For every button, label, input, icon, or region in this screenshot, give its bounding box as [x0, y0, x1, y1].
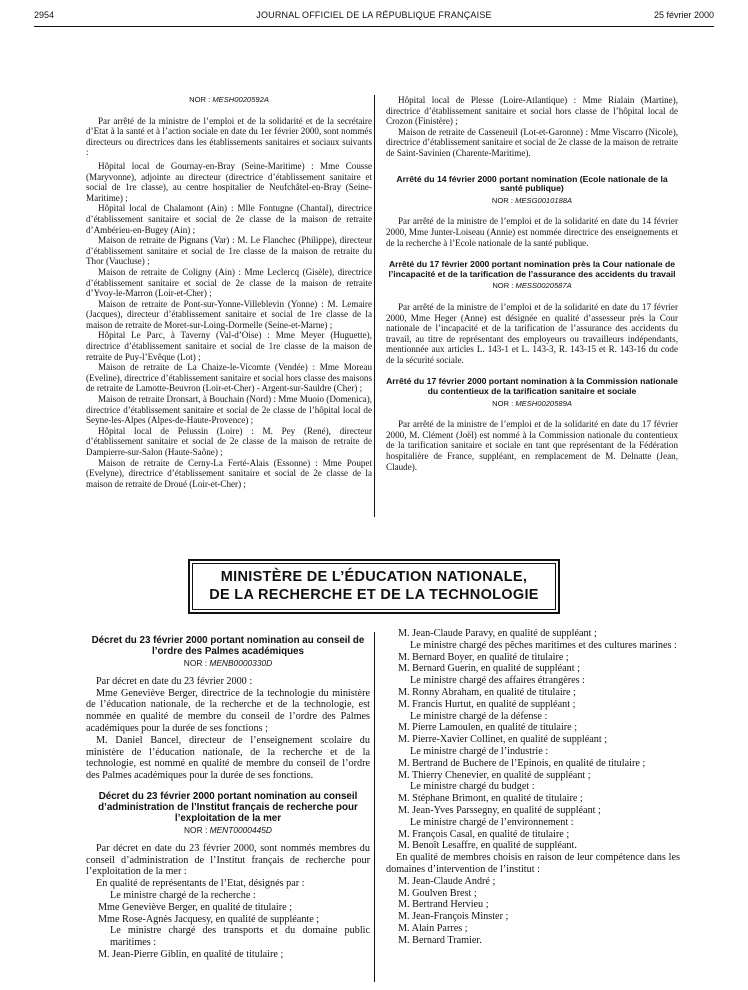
appointment-paragraph: Maison de retraite de Pignans (Var) : M. Le Flanchec (Philippe), directeur d’établissement sanitaire et social de 1re classe de la maison de retraite du Thor (Vaucluse) ;	[86, 235, 372, 267]
member-line: M. Bernard Boyer, en qualité de titulaire ;	[398, 651, 569, 663]
intro-paragraph: Par arrêté de la ministre de l’emploi et de la solidarité et de la secrétaire d’Etat à la santé et à l’action sociale en date du 1er février 2000, sont nommés directeurs ou directrices dans les établissements sanitaires et sociaux suivants :	[86, 115, 372, 158]
paragraph: Le ministre chargé de la recherche :	[110, 889, 256, 901]
member-line: M. Goulven Brest ;	[398, 887, 477, 899]
paragraph: En qualité de représentants de l’Etat, désignés par :	[96, 878, 305, 890]
issue-date: 25 février 2000	[653, 10, 714, 20]
minister-heading: Le ministre chargé du budget :	[410, 781, 535, 793]
member-line: M. Thierry Chenevier, en qualité de suppléant ;	[398, 769, 591, 781]
banner-line-2: DE LA RECHERCHE ET DE LA TECHNOLOGIE	[209, 587, 539, 603]
nor-line: NOR : MENB0000330D	[183, 658, 273, 668]
paragraph: Hôpital local de Plesse (Loire-Atlantique) : Mme Rialain (Martine), directrice d’établissement sanitaire et social hors classe de l’hôpital local de Crozon (Finistère) ;	[386, 95, 678, 127]
paragraph: Mme Geneviève Berger, directrice de la technologie du ministère de l’éducation nationale, de la recherche et de la technologie, est nommée en qualité de membre du conseil de l’ordre des Palmes académiques pour la durée de ses fonctions ;	[86, 687, 370, 734]
nor-line: NOR : MESG0010188A	[491, 195, 573, 205]
paragraph: M. Jean-Pierre Giblin, en qualité de titulaire ;	[98, 948, 284, 960]
paragraph: Par décret en date du 23 février 2000 :	[96, 675, 253, 687]
member-line: M. Benoît Lesaffre, en qualité de suppléant.	[398, 840, 577, 852]
appointment-paragraph: Hôpital Le Parc, à Taverny (Val-d’Oise) : Mme Meyer (Huguette), directrice d’établissement sanitaire et social de 1re classe de la maison de retraite de Puy-l’Evêque (Lot) ;	[86, 330, 372, 362]
ministry-banner	[188, 559, 560, 614]
column-top-left	[86, 93, 372, 489]
appointment-paragraph: Maison de retraite de La Chaize-le-Vicomte (Vendée) : Mme Moreau (Eveline), directrice d’établissement sanitaire et social hors classe des maisons de retraite de Lamotte-Beuvron (Loir-et-Cher) - Argent-sur-Sauldre (Cher) ;	[86, 362, 372, 394]
banner-line-1: MINISTÈRE DE L’ÉDUCATION NATIONALE,	[220, 569, 528, 585]
member-line: En qualité de membres choisis en raison de leur compétence dans les domaines d’intervention de l’institut :	[386, 852, 680, 875]
nor-line: NOR : MESH0020589A	[492, 398, 572, 408]
nor-line: NOR : MESS0020587A	[492, 281, 572, 291]
column-bottom-left	[86, 631, 370, 961]
column-divider-bottom	[374, 632, 375, 982]
member-line: M. Ronny Abraham, en qualité de titulaire ;	[398, 686, 576, 698]
member-line: M. Pierre-Xavier Collinet, en qualité de suppléant ;	[398, 734, 608, 746]
paragraph: Par arrêté de la ministre de l’emploi et de la solidarité en date du 14 février 2000, Mme Junter-Loiseau (Annie) est nommée directrice des enseignements et de la recherche à l’Ecole nationale de la santé publique.	[386, 216, 678, 248]
paragraph: M. Daniel Bancel, directeur de l’enseignement scolaire du ministère de l’éducation nationale, de la recherche et de la technologie, est nommé en qualité de membre du conseil de l’ordre des Palmes académiques pour la durée de ses fonctions.	[86, 734, 370, 782]
member-line: M. Jean-Claude André ;	[398, 875, 496, 887]
page-number: 2954	[34, 10, 55, 20]
paragraph: Par arrêté de la ministre de l’emploi et de la solidarité en date du 17 février 2000, M. Clément (Joël) est nommé à la Commission nationale du contentieux de la tarification sanitaire et sociale en tant que représentant de la Fédération hospitalière de France, suppléant, en remplacement de M. Delnatte (Jean, Claude).	[386, 419, 678, 472]
arrete-title: Arrêté du 14 février 2000 portant nomination (Ecole nationale de la santé publique)	[396, 173, 668, 194]
page-header	[34, 10, 714, 24]
member-line: M. Bertrand de Buchere de l’Epinois, en qualité de titulaire ;	[398, 757, 646, 769]
paragraph: Par arrêté de la ministre de l’emploi et de la solidarité en date du 17 février 2000, Mme Heger (Anne) est désignée en qualité d’assesseur près la Cour nationale de l’incapacité et de la tarification de l’assurance des accidents du travail, au titre de représentant des employeurs ou travailleurs indépendants, mentionnée aux articles L. 143-1 et L. 143-3, R. 143-15 et R. 143-16 du code de la sécurité sociale.	[386, 301, 678, 365]
column-bottom-right	[386, 628, 680, 947]
paragraph: Maison de retraite de Casseneuil (Lot-et-Garonne) : Mme Viscarro (Nicole), directrice d’établissement sanitaire et social de 2e classe de la maison de retraite de Saint-Savinien (Charente-Maritime).	[386, 126, 678, 158]
minister-heading: Le ministre chargé de l’industrie :	[410, 745, 549, 757]
minister-heading: Le ministre chargé de l’environnement :	[410, 816, 574, 828]
appointment-paragraph: Maison de retraite de Cerny-La Ferté-Alais (Essonne) : Mme Poupet (Evelyne), directrice d’établissement sanitaire et social de 2e classe de la maison de retraite de Droué (Loir-et-Cher) ;	[86, 457, 372, 489]
appointment-paragraph: Hôpital local de Chalamont (Ain) : Mlle Fontugne (Chantal), directrice d’établissement sanitaire et social de 2e classe de la maison de retraite d’Ambérieu-en-Bugey (Ain) ;	[86, 203, 372, 235]
member-line: M. Jean-Claude Paravy, en qualité de suppléant ;	[398, 628, 597, 639]
paragraph: Le ministre chargé des transports et du domaine public maritimes :	[110, 925, 370, 949]
minister-heading: Le ministre chargé des pêches maritimes et des cultures marines :	[410, 639, 677, 651]
minister-heading: Le ministre chargé des affaires étrangères :	[410, 675, 585, 687]
paragraph: Mme Rose-Agnès Jacquesy, en qualité de suppléante ;	[98, 913, 320, 925]
paragraph: Par décret en date du 23 février 2000, sont nommés membres du conseil d’administration de l’Institut français de recherche pour l’exploitation de la mer :	[86, 842, 370, 878]
column-divider-top	[374, 95, 375, 517]
member-line: M. Alain Parres ;	[398, 922, 468, 934]
member-line: M. Bernard Guerin, en qualité de suppléant ;	[398, 663, 580, 675]
header-rule	[34, 26, 714, 27]
arrete-title: Arrêté du 17 février 2000 portant nomination à la Commission nationale du contentieux de la tarification sanitaire et sociale	[386, 376, 678, 397]
member-line: M. Bertrand Hervieu ;	[398, 899, 489, 911]
member-line: M. Jean-François Minster ;	[398, 911, 509, 923]
appointment-paragraph: Maison de retraite de Pont-sur-Yonne-Villeblevin (Yonne) : M. Lemaire (Jacques), directeur d’établissement sanitaire et social de 1re classe de la maison de retraite de Moret-sur-Loing-Dormelle (Seine-et-Marne) ;	[86, 298, 372, 330]
member-line: M. Pierre Lamoulen, en qualité de titulaire ;	[398, 722, 578, 734]
decret-title: Décret du 23 février 2000 portant nomination au conseil de l’ordre des Palmes académiques	[91, 635, 365, 657]
member-line: M. Bernard Tramier.	[398, 934, 482, 946]
column-top-right	[386, 95, 678, 472]
member-line: M. Jean-Yves Parssegny, en qualité de suppléant ;	[398, 804, 601, 816]
member-line: M. Francis Hurtut, en qualité de suppléant ;	[398, 698, 576, 710]
arrete-title: Arrêté du 17 février 2000 portant nomination près la Cour nationale de l’incapacité et de la tarification de l’assurance des accidents du travail	[388, 259, 676, 279]
paragraph: Mme Geneviève Berger, en qualité de titulaire ;	[98, 901, 293, 913]
decret-title: Décret du 23 février 2000 portant nomination au conseil d’administration de l’Institut français de recherche pour l’exploitation de la mer	[98, 790, 358, 824]
journal-title: JOURNAL OFFICIEL DE LA RÉPUBLIQUE FRANÇAISE	[256, 10, 492, 20]
minister-heading: Le ministre chargé de la défense :	[410, 710, 548, 722]
nor-line: NOR : MESH0020592A	[189, 95, 269, 104]
member-line: M. François Casal, en qualité de titulaire ;	[398, 828, 570, 840]
appointment-paragraph: Hôpital local de Pelussin (Loire) : M. Pey (René), directeur d’établissement sanitaire et social de 2e classe de la maison de retraite de Dampierre-sur-Salon (Haute-Saône) ;	[86, 425, 372, 457]
appointment-paragraph: Maison de retraite Dronsart, à Bouchain (Nord) : Mme Muoio (Domenica), directrice d’établissement sanitaire et social de 2e classe de l’hôpital local de Seyne-les-Alpes (Alpes-de-Haute-Provence) ;	[86, 394, 372, 426]
member-line: M. Stéphane Brimont, en qualité de titulaire ;	[398, 793, 583, 805]
nor-line: NOR : MENT0000445D	[184, 824, 272, 835]
nor-code: MESH0020592A	[212, 95, 269, 104]
appointment-paragraph: Maison de retraite de Coligny (Ain) : Mme Leclercq (Gisèle), directrice d’établissement sanitaire et social de 2e classe de la maison de retraite d’Yvoy-le-Marron (Loir-et-Cher) ;	[86, 266, 372, 299]
appointment-paragraph: Hôpital local de Gournay-en-Bray (Seine-Maritime) : Mme Cousse (Maryvonne), adjointe au directeur (directrice d’établissement sanitaire et social de 1re classe), au centre hospitalier de Neufchâtel-en-Bray (Seine-Maritime) ;	[86, 160, 372, 203]
